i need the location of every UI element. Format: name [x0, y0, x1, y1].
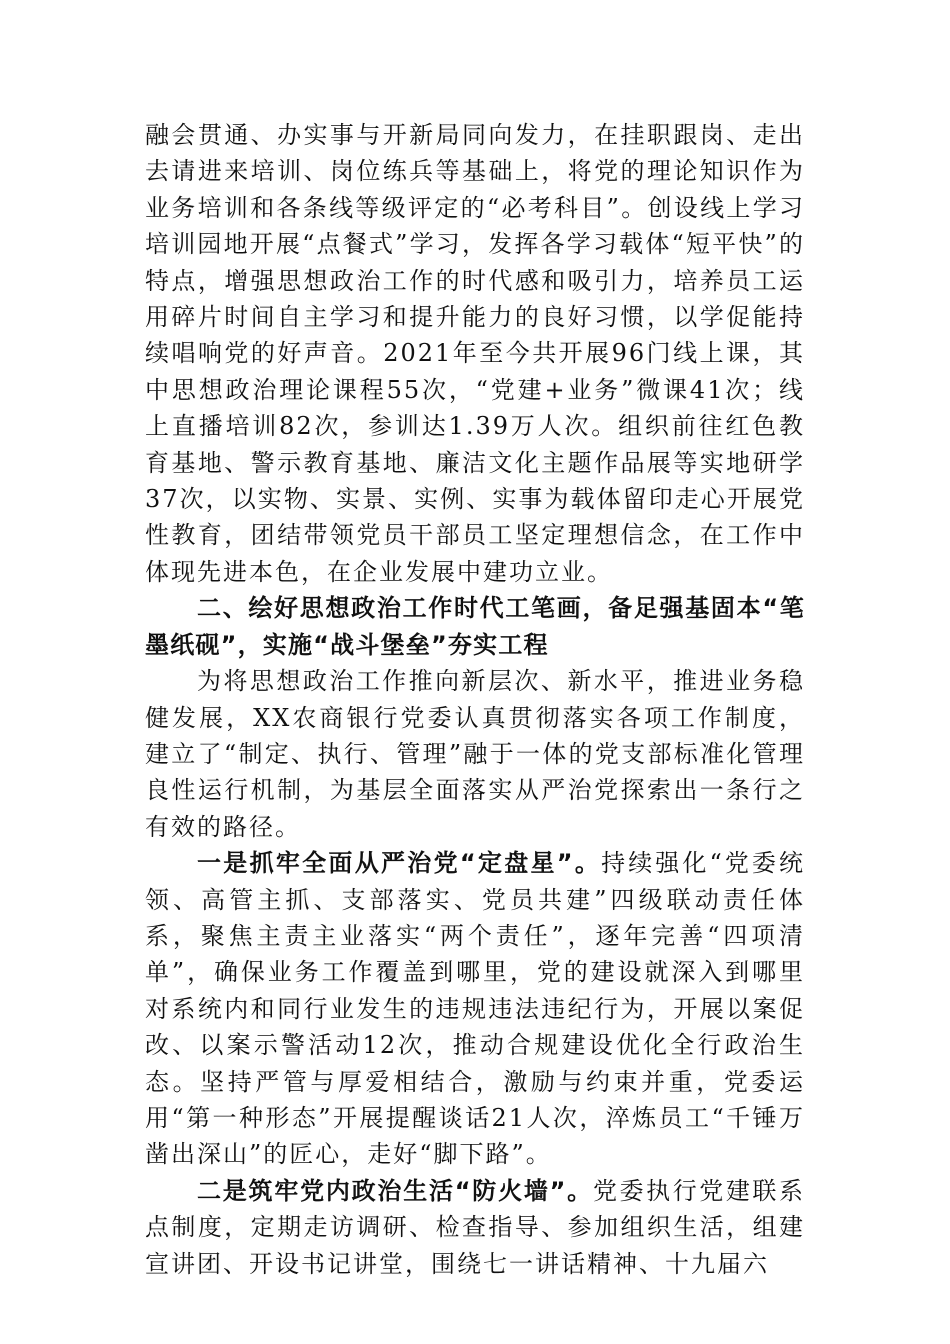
section-heading-two: 二、绘好思想政治工作时代工笔画，备足强基固本“笔墨纸砚”，实施“战斗堡垒”夯实工程 [145, 594, 805, 659]
body-paragraph-point-one [145, 845, 805, 1173]
document-page [145, 117, 805, 1282]
point-two-lead: 二是筑牢党内政治生活“防火墙”。 [197, 1176, 593, 1205]
point-one-lead: 一是抓牢全面从严治党“定盘星”。 [197, 849, 602, 878]
point-one-body: 持续强化“党委统领、高管主抓、支部落实、党员共建”四级联动责任体系，聚焦主责主业落实“两个责任”，逐年完善“四项清单”，确保业务工作覆盖到哪里，党的建设就深入到哪里对系统内和同行业发生的违规违法违纪行为，开展以案促改、以案示警活动12次，推动合规建设优化全行政治生态。坚持严管与厚爱相结合，激励与约束并重，党委运用“第一种形态”开展提醒谈话21人次，淬炼员工“千锤万凿出深山”的匠心，走好“脚下路”。 [145, 849, 805, 1169]
body-paragraph-intro: 为将思想政治工作推向新层次、新水平，推进业务稳健发展，XX农商银行党委认真贯彻落实各项工作制度，建立了“制定、执行、管理”融于一体的党支部标准化管理良性运行机制，为基层全面落实从严治党探索出一条行之有效的路径。 [145, 667, 805, 841]
body-paragraph-point-two [145, 1173, 805, 1282]
body-paragraph-training: 融会贯通、办实事与开新局同向发力，在挂职跟岗、走出去请进来培训、岗位练兵等基础上，将党的理论知识作为业务培训和各条线等级评定的“必考科目”。创设线上学习培训园地开展“点餐式”学习，发挥各学习载体“短平快”的特点，增强思想政治工作的时代感和吸引力，培养员工运用碎片时间自主学习和提升能力的良好习惯，以学促能持续唱响党的好声音。2021年至今共开展96门线上课，其中思想政治理论课程55次，“党建+业务”微课41次；线上直播培训82次，参训达1.39万人次。组织前往红色教育基地、警示教育基地、廉洁文化主题作品展等实地研学37次，以实物、实景、实例、实事为载体留印走心开展党性教育，团结带领党员干部员工坚定理想信念，在工作中体现先进本色，在企业发展中建功立业。 [145, 121, 805, 586]
point-two-body: 党委执行党建联系点制度，定期走访调研、检查指导、参加组织生活，组建宣讲团、开设书记讲堂，围绕七一讲话精神、十九届六 [145, 1176, 806, 1278]
